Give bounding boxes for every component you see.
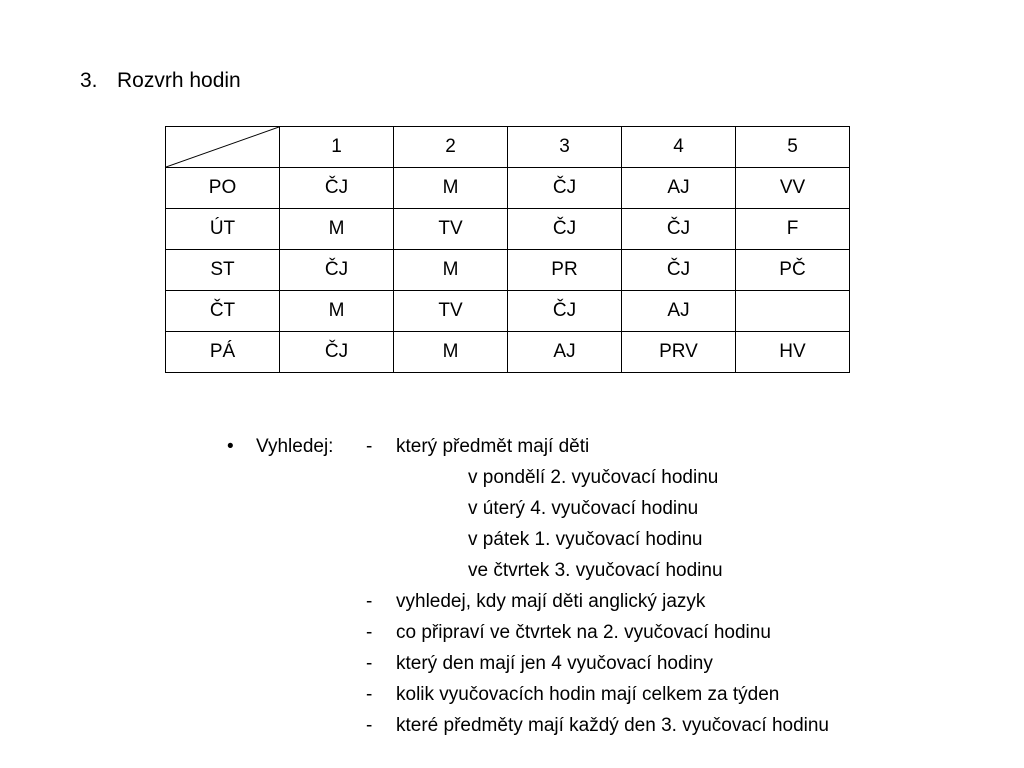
subject-cell: ČJ [508,168,622,209]
subject-cell: ČJ [280,168,394,209]
task-text: které předměty mají každý den 3. vyučovací hodinu [396,715,830,736]
subject-cell [736,291,850,332]
subject-cell: AJ [622,168,736,209]
subject-cell: M [394,168,508,209]
subject-cell: ČJ [622,250,736,291]
dash-marker: - [366,684,373,705]
bullet-icon: • [227,436,234,457]
task-text: který předmět mají děti [396,436,590,457]
subject-cell: M [394,250,508,291]
schedule-row [166,250,850,291]
period-header: 2 [394,127,508,168]
section-number: 3. [80,69,98,92]
task-subitem-text: v pondělí 2. vyučovací hodinu [468,467,719,488]
period-header: 5 [736,127,850,168]
schedule-table [165,126,850,373]
subject-cell: ČJ [280,332,394,373]
task-lead: Vyhledej: [256,436,334,457]
subject-cell: PRV [622,332,736,373]
dash-marker: - [366,622,373,643]
day-cell: PO [166,168,280,209]
subject-cell: PČ [736,250,850,291]
schedule-row [166,168,850,209]
schedule-row [166,332,850,373]
subject-cell: ČJ [508,291,622,332]
day-cell: ČT [166,291,280,332]
task-subitem-text: v pátek 1. vyučovací hodinu [468,529,703,550]
subject-cell: AJ [622,291,736,332]
corner-cell [166,127,280,168]
schedule-row [166,209,850,250]
subject-cell: ČJ [622,209,736,250]
subject-cell: TV [394,291,508,332]
section-heading [80,68,241,94]
task-subitem-text: ve čtvrtek 3. vyučovací hodinu [468,560,723,581]
section-title: Rozvrh hodin [117,69,241,92]
dash-marker: - [366,436,373,457]
schedule-header-row [166,127,850,168]
diagonal-divider [166,127,279,167]
subject-cell: M [280,209,394,250]
dash-marker: - [366,591,373,612]
task-text: vyhledej, kdy mají děti anglický jazyk [396,591,706,612]
period-header: 3 [508,127,622,168]
day-cell: ST [166,250,280,291]
subject-cell: ČJ [280,250,394,291]
subject-cell: AJ [508,332,622,373]
subject-cell: TV [394,209,508,250]
subject-cell: F [736,209,850,250]
day-cell: PÁ [166,332,280,373]
period-header: 4 [622,127,736,168]
task-text: kolik vyučovacích hodin mají celkem za týden [396,684,780,705]
task-text: co připraví ve čtvrtek na 2. vyučovací hodinu [396,622,771,643]
day-cell: ÚT [166,209,280,250]
task-subitem-text: v úterý 4. vyučovací hodinu [468,498,699,519]
task-text: který den mají jen 4 vyučovací hodiny [396,653,713,674]
subject-cell: M [280,291,394,332]
dash-marker: - [366,653,373,674]
dash-marker: - [366,715,373,736]
subject-cell: ČJ [508,209,622,250]
subject-cell: HV [736,332,850,373]
subject-cell: VV [736,168,850,209]
schedule-row [166,291,850,332]
subject-cell: M [394,332,508,373]
subject-cell: PR [508,250,622,291]
period-header: 1 [280,127,394,168]
